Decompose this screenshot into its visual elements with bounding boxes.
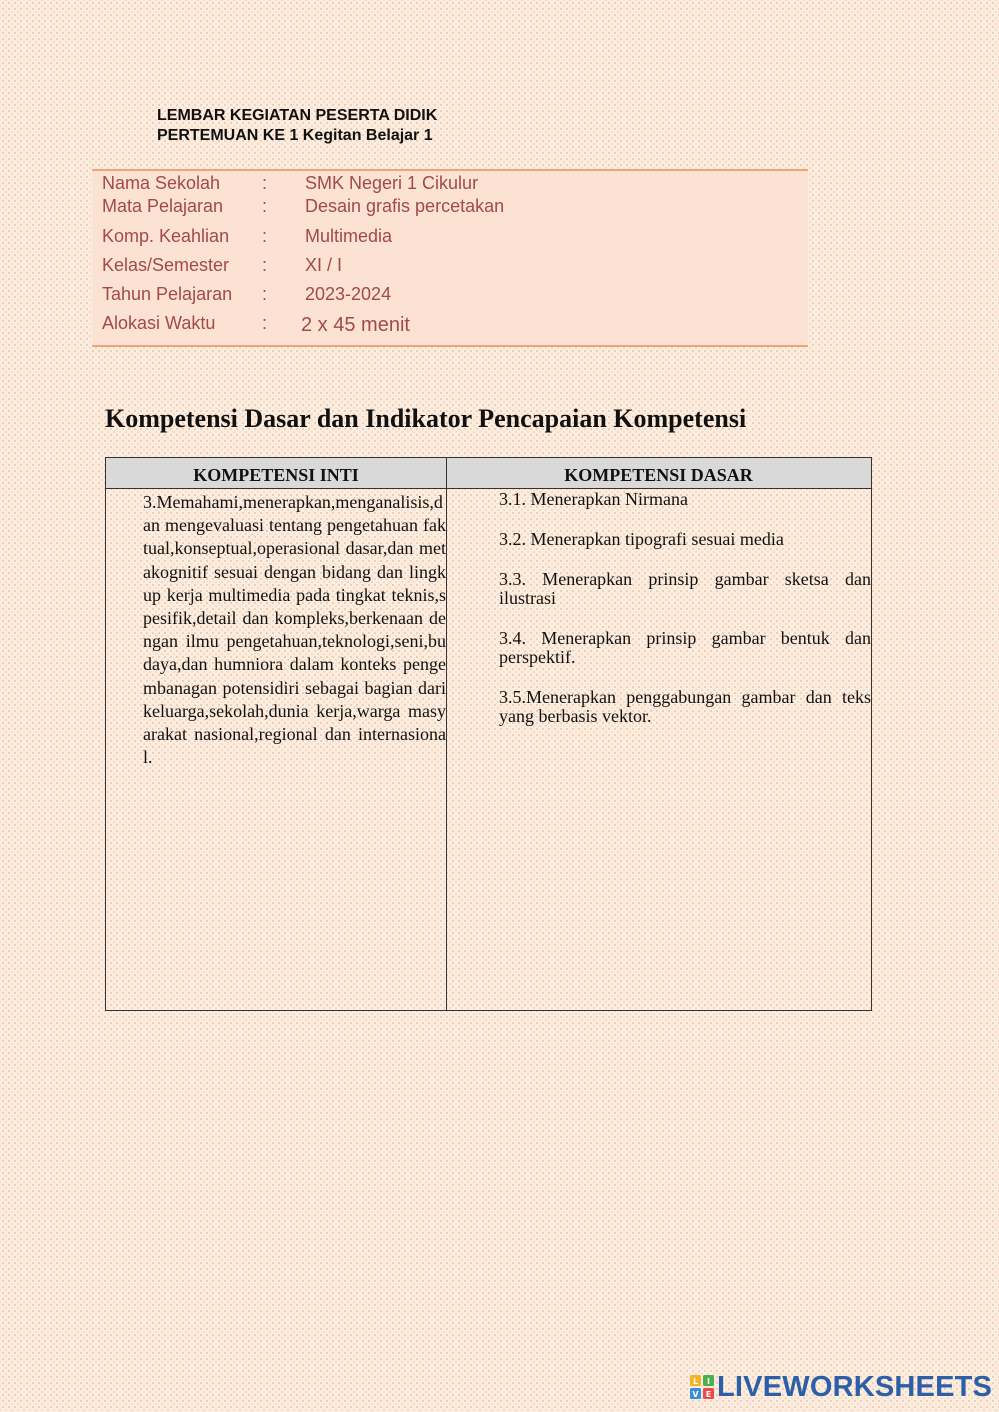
worksheet-header <box>157 106 437 146</box>
info-value: Desain grafis percetakan <box>305 196 505 216</box>
header-title: LEMBAR KEGIATAN PESERTA DIDIK <box>157 107 438 124</box>
info-label: Tahun Pelajaran <box>102 284 233 304</box>
liveworksheets-logo-icon <box>690 1375 714 1399</box>
info-label: Kelas/Semester <box>102 255 230 275</box>
kompetensi-inti-text: 3.Memahami,menerapkan,menganalisis,dan mengevaluasi tentang pengetahuan faktual,konseptual,operasional dasar,dan metakognitif sesuai dengan bidang dan lingkup kerja multimedia pada tingkat teknis,spesifik,detail dan kompleks,berkenaan dengan ilmu pengetahuan,teknologi,seni,budaya,dan humniora dalam konteks pengembanagan potensidiri sebagai bagian dari keluarga,sekolah,dunia kerja,warga masyarakat nasional,regional dan internasional. <box>143 492 446 768</box>
school-info-box <box>92 169 808 347</box>
info-value: XI / I <box>305 255 343 275</box>
info-value: 2 x 45 menit <box>301 314 410 336</box>
svg-text:L: L <box>692 1377 699 1386</box>
kompetensi-dasar-item: 3.1. Menerapkan Nirmana <box>499 489 688 509</box>
svg-text:V: V <box>692 1390 699 1399</box>
info-colon: : <box>262 173 268 193</box>
info-value: 2023-2024 <box>305 284 392 304</box>
header-kompetensi-inti: KOMPETENSI INTI <box>193 465 359 485</box>
header-kompetensi-dasar: KOMPETENSI DASAR <box>564 465 753 485</box>
kompetensi-dasar-item: 3.5.Menerapkan penggabungan gambar dan teks yang berbasis vektor. <box>499 687 871 726</box>
info-label: Komp. Keahlian <box>102 226 230 246</box>
info-label: Nama Sekolah <box>102 173 221 193</box>
info-colon: : <box>262 284 268 304</box>
kompetensi-dasar-item: 3.2. Menerapkan tipografi sesuai media <box>499 529 784 549</box>
column-divider <box>446 458 447 1010</box>
info-value: SMK Negeri 1 Cikulur <box>305 173 479 193</box>
competency-table <box>105 457 872 1011</box>
info-colon: : <box>262 196 268 216</box>
table-header-row <box>106 458 871 489</box>
kompetensi-dasar-item: 3.4. Menerapkan prinsip gambar bentuk dan perspektif. <box>499 628 871 667</box>
kompetensi-dasar-item: 3.3. Menerapkan prinsip gambar sketsa dan ilustrasi <box>499 569 871 608</box>
section-title: Kompetensi Dasar dan Indikator Pencapaian Kompetensi <box>105 404 747 433</box>
info-colon: : <box>262 255 268 275</box>
info-colon: : <box>262 226 268 246</box>
svg-text:E: E <box>705 1390 712 1399</box>
liveworksheets-brand <box>690 1372 992 1402</box>
brand-name: LIVEWORKSHEETS <box>717 1370 993 1403</box>
svg-text:I: I <box>707 1377 710 1386</box>
info-label: Mata Pelajaran <box>102 196 224 216</box>
info-label: Alokasi Waktu <box>102 313 216 333</box>
info-value: Multimedia <box>305 226 393 246</box>
header-subtitle: PERTEMUAN KE 1 Kegitan Belajar 1 <box>157 127 433 144</box>
info-colon: : <box>262 313 268 333</box>
